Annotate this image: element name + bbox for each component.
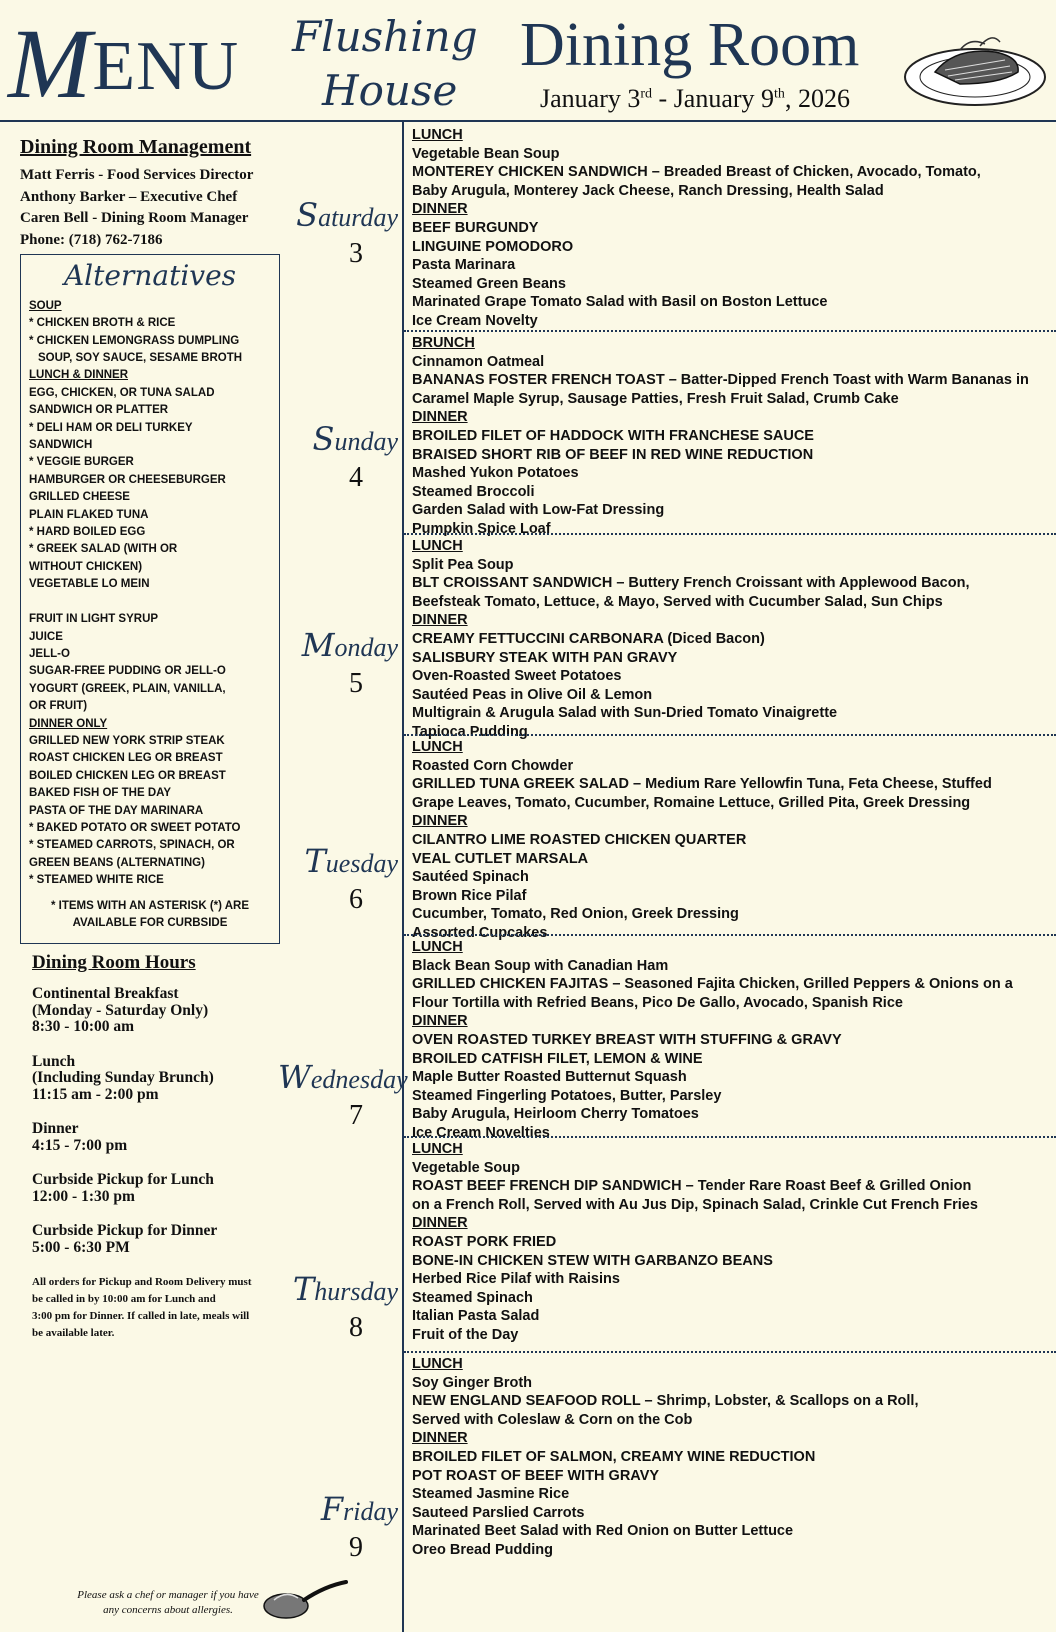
day-number: 5 <box>349 668 363 699</box>
menu-item: BLT CROISSANT SANDWICH – Buttery French Croissant with Applewood Bacon, <box>412 575 970 592</box>
hours-block: Continental Breakfast (Monday - Saturday Only) 8:30 - 10:00 am <box>32 985 209 1035</box>
day-number: 4 <box>349 462 363 493</box>
hours-title: Dining Room Hours <box>32 952 196 973</box>
meal-heading: DINNER <box>412 813 468 830</box>
alt-item: EGG, CHICKEN, OR TUNA SALAD <box>29 386 215 399</box>
menu-item: Ice Cream Novelty <box>412 312 538 329</box>
alt-item: JELL-O <box>29 647 70 660</box>
day-name: Saturday <box>296 196 398 234</box>
meal-heading: LUNCH <box>412 1141 463 1157</box>
day-number: 9 <box>349 1532 363 1563</box>
menu-item: Grape Leaves, Tomato, Cucumber, Romaine Lettuce, Grilled Pita, Greek Dressing <box>412 794 971 811</box>
alt-heading: LUNCH & DINNER <box>29 369 129 382</box>
menu-item: BROILED FILET OF HADDOCK WITH FRANCHESE SAUCE <box>412 427 814 444</box>
order-note: All orders for Pickup and Room Delivery must be called in by 10:00 am for Lunch and 3:00 pm for Dinner. If called in late, meals will be available later. <box>32 1276 252 1339</box>
alt-item: GREEN BEANS (ALTERNATING) <box>29 856 205 869</box>
day-number: 7 <box>349 1100 363 1131</box>
menu-item: Garden Salad with Low-Fat Dressing <box>412 502 665 519</box>
day-name: Monday <box>301 626 398 664</box>
menu-item: Multigrain & Arugula Salad with Sun-Dried Tomato Vinaigrette <box>412 705 838 722</box>
menu-item: MONTEREY CHICKEN SANDWICH – Breaded Breast of Chicken, Avocado, Tomato, <box>412 164 981 181</box>
menu-item: Mashed Yukon Potatoes <box>412 465 579 482</box>
menu-item: Black Bean Soup with Canadian Ham <box>412 957 669 974</box>
curbside-note <box>29 898 271 932</box>
page-header <box>0 0 1056 122</box>
menu-item: POT ROAST OF BEEF WITH GRAVY <box>412 1467 660 1484</box>
alternatives-title: Alternatives <box>63 259 237 292</box>
menu-item: Caramel Maple Syrup, Sausage Patties, Fresh Fruit Salad, Crumb Cake <box>412 390 899 407</box>
menu-item: Brown Rice Pilaf <box>412 887 527 904</box>
allergy-note: Please ask a chef or manager if you have any concerns about allergies. <box>77 1589 259 1616</box>
menu-item: BONE-IN CHICKEN STEW WITH GARBANZO BEANS <box>412 1252 773 1269</box>
menu-item: Baby Arugula, Monterey Jack Cheese, Ranch Dressing, Health Salad <box>412 182 884 199</box>
hours-block: Dinner 4:15 - 7:00 pm <box>32 1120 128 1154</box>
hours-block: Curbside Pickup for Lunch 12:00 - 1:30 pm <box>32 1171 214 1205</box>
alt-item: * DELI HAM OR DELI TURKEY <box>29 421 193 434</box>
day-menu <box>412 738 1052 943</box>
menu-item: Roasted Corn Chowder <box>412 757 574 774</box>
management-section <box>20 136 300 251</box>
alt-item: SANDWICH OR PLATTER <box>29 404 169 417</box>
menu-item: Vegetable Soup <box>412 1159 520 1176</box>
management-title: Dining Room Management <box>20 136 252 158</box>
day-name: Wednesday <box>278 1058 408 1096</box>
meal-heading: DINNER <box>412 201 468 218</box>
alt-item: * STEAMED CARROTS, SPINACH, OR <box>29 839 235 852</box>
menu-item: CREAMY FETTUCCINI CARBONARA (Diced Bacon) <box>412 630 765 647</box>
day-separator <box>404 330 1056 332</box>
menu-item: Sautéed Peas in Olive Oil & Lemon <box>412 686 653 703</box>
meal-heading: DINNER <box>412 1215 468 1232</box>
alt-item: GRILLED NEW YORK STRIP STEAK <box>29 734 225 747</box>
hours-block: Curbside Pickup for Dinner 5:00 - 6:30 PM <box>32 1222 218 1256</box>
alt-heading: DINNER ONLY <box>29 717 108 730</box>
management-line: Anthony Barker – Executive Chef <box>20 188 238 205</box>
alt-item: PASTA OF THE DAY MARINARA <box>29 804 204 817</box>
menu-item: Italian Pasta Salad <box>412 1308 540 1325</box>
alt-item: * CHICKEN LEMONGRASS DUMPLING <box>29 334 240 347</box>
day-name: Sunday <box>312 420 398 458</box>
alt-item: * HARD BOILED EGG <box>29 526 146 539</box>
menu-item: Ice Cream Novelties <box>412 1124 550 1141</box>
menu-item: Steamed Broccoli <box>412 483 535 500</box>
alt-item: * BAKED POTATO OR SWEET POTATO <box>29 821 241 834</box>
day-label <box>278 626 398 700</box>
menu-item: Flour Tortilla with Refried Beans, Pico De Gallo, Avocado, Spanish Rice <box>412 994 903 1011</box>
spoon-illustration-icon <box>260 1576 350 1624</box>
alt-item: GRILLED CHEESE <box>29 491 130 504</box>
menu-item: Pumpkin Spice Loaf <box>412 520 551 537</box>
menu-item: NEW ENGLAND SEAFOOD ROLL – Shrimp, Lobster, & Scallops on a Roll, <box>412 1393 919 1410</box>
menu-item: GRILLED TUNA GREEK SALAD – Medium Rare Yellowfin Tuna, Feta Cheese, Stuffed <box>412 776 992 793</box>
menu-item: Soy Ginger Broth <box>412 1374 533 1391</box>
day-menu <box>412 938 1052 1143</box>
alt-item: * CHICKEN BROTH & RICE <box>29 317 176 330</box>
day-label <box>278 420 398 494</box>
menu-item: Steamed Green Beans <box>412 275 566 292</box>
phone-number: Phone: (718) 762-7186 <box>20 231 163 248</box>
alt-item: HAMBURGER OR CHEESEBURGER <box>29 473 226 486</box>
alt-item: SOUP, SOY SAUCE, SESAME BROTH <box>38 352 243 365</box>
meal-heading: DINNER <box>412 1013 468 1030</box>
alt-item: * VEGGIE BURGER <box>29 456 134 469</box>
day-number: 6 <box>349 884 363 915</box>
day-number: 8 <box>349 1312 363 1343</box>
menu-title-initial: M <box>8 8 93 119</box>
menu-item: OVEN ROASTED TURKEY BREAST WITH STUFFING & GRAVY <box>412 1031 842 1048</box>
menu-item: on a French Roll, Served with Au Jus Dip, Spinach Salad, Crinkle Cut French Fries <box>412 1196 978 1213</box>
day-label <box>278 1270 398 1344</box>
house-title: House <box>322 66 458 115</box>
menu-title-rest: ENU <box>92 28 240 105</box>
menu-item: Split Pea Soup <box>412 556 514 573</box>
day-label <box>278 1490 398 1564</box>
alt-item: PLAIN FLAKED TUNA <box>29 508 149 521</box>
menu-item: Steamed Jasmine Rice <box>412 1486 570 1503</box>
menu-item: Marinated Beet Salad with Red Onion on Butter Lettuce <box>412 1523 794 1540</box>
menu-item: Sautéed Spinach <box>412 869 529 886</box>
menu-item: BROILED FILET OF SALMON, CREAMY WINE REDUCTION <box>412 1448 816 1465</box>
day-menu <box>412 126 1052 331</box>
meal-heading: LUNCH <box>412 538 463 554</box>
alt-item: OR FRUIT) <box>29 700 88 713</box>
menu-item: Herbed Rice Pilaf with Raisins <box>412 1271 620 1288</box>
alt-item: VEGETABLE LO MEIN <box>29 578 150 591</box>
hours-block: Lunch (Including Sunday Brunch) 11:15 am - 2:00 pm <box>32 1052 214 1103</box>
day-label <box>278 1058 408 1132</box>
alt-item: BOILED CHICKEN LEG OR BREAST <box>29 769 226 782</box>
management-line: Caren Bell - Dining Room Manager <box>20 210 249 226</box>
meal-heading: BRUNCH <box>412 335 475 351</box>
menu-item: Assorted Cupcakes <box>412 924 548 941</box>
menu-item: CILANTRO LIME ROASTED CHICKEN QUARTER <box>412 831 747 848</box>
menu-item: Tapioca Pudding <box>412 723 528 740</box>
day-label <box>278 842 398 916</box>
menu-item: VEAL CUTLET MARSALA <box>412 850 589 867</box>
alt-item: ROAST CHICKEN LEG OR BREAST <box>29 752 223 765</box>
day-menu <box>412 334 1052 539</box>
menu-item: Beefsteak Tomato, Lettuce, & Mayo, Served with Cucumber Salad, Sun Chips <box>412 593 943 610</box>
day-name: Thursday <box>292 1270 398 1308</box>
day-separator <box>404 1136 1056 1138</box>
menu-item: Steamed Spinach <box>412 1289 533 1306</box>
dining-hours-section <box>32 952 292 1342</box>
menu-item: Oreo Bread Pudding <box>412 1541 553 1558</box>
menu-item: SALISBURY STEAK WITH PAN GRAVY <box>412 649 678 666</box>
meal-heading: DINNER <box>412 612 468 629</box>
menu-item: GRILLED CHICKEN FAJITAS – Seasoned Fajita Chicken, Grilled Peppers & Onions on a <box>412 976 1013 993</box>
meal-heading: DINNER <box>412 1430 468 1447</box>
menu-title <box>8 8 240 119</box>
alt-heading: SOUP <box>29 299 62 312</box>
menu-item: Baby Arugula, Heirloom Cherry Tomatoes <box>412 1106 699 1123</box>
menu-item: Marinated Grape Tomato Salad with Basil on Boston Lettuce <box>412 294 828 311</box>
menu-item: Maple Butter Roasted Butternut Squash <box>412 1069 687 1086</box>
day-menu <box>412 537 1052 742</box>
alt-item: SANDWICH <box>29 439 93 452</box>
alternatives-box <box>20 254 280 944</box>
day-separator <box>404 734 1056 736</box>
menu-item: LINGUINE POMODORO <box>412 238 574 255</box>
alt-item: FRUIT IN LIGHT SYRUP <box>29 613 159 626</box>
menu-item: Oven-Roasted Sweet Potatoes <box>412 668 622 685</box>
menu-item: ROAST PORK FRIED <box>412 1233 557 1250</box>
meal-heading: LUNCH <box>412 939 463 955</box>
menu-item: Steamed Fingerling Potatoes, Butter, Parsley <box>412 1087 722 1104</box>
menu-item: ROAST BEEF FRENCH DIP SANDWICH – Tender Rare Roast Beef & Grilled Onion <box>412 1178 972 1195</box>
alt-item: WITHOUT CHICKEN) <box>29 560 143 573</box>
menu-item: BANANAS FOSTER FRENCH TOAST – Batter-Dipped French Toast with Warm Bananas in <box>412 372 1029 389</box>
menu-item: Served with Coleslaw & Corn on the Cob <box>412 1411 693 1428</box>
meal-heading: LUNCH <box>412 739 463 755</box>
alt-item: * STEAMED WHITE RICE <box>29 874 164 887</box>
day-separator <box>404 533 1056 535</box>
menu-item: BEEF BURGUNDY <box>412 219 539 236</box>
day-menu <box>412 1140 1052 1345</box>
alt-item: BAKED FISH OF THE DAY <box>29 787 172 800</box>
alt-spacer <box>29 594 271 611</box>
menu-item: Cucumber, Tomato, Red Onion, Greek Dressing <box>412 906 739 923</box>
day-name: Friday <box>320 1490 398 1528</box>
meal-heading: DINNER <box>412 409 468 426</box>
column-divider <box>402 120 404 1632</box>
curbside-note-line: AVAILABLE FOR CURBSIDE <box>72 916 228 929</box>
day-number: 3 <box>349 238 363 269</box>
alt-item: * GREEK SALAD (WITH OR <box>29 543 178 556</box>
alt-item: SUGAR-FREE PUDDING OR JELL-O <box>29 665 226 678</box>
day-separator <box>404 934 1056 936</box>
menu-item: Vegetable Bean Soup <box>412 145 560 162</box>
day-menu <box>412 1355 1052 1560</box>
menu-item: Cinnamon Oatmeal <box>412 353 545 370</box>
curbside-note-line: * ITEMS WITH AN ASTERISK (*) ARE <box>50 899 250 912</box>
alt-item: YOGURT (GREEK, PLAIN, VANILLA, <box>29 682 226 695</box>
menu-item: Fruit of the Day <box>412 1326 519 1343</box>
date-range: January 3rd - January 9th, 2026 <box>540 84 850 113</box>
day-label <box>278 196 398 270</box>
meal-heading: LUNCH <box>412 127 463 143</box>
menu-item: Pasta Marinara <box>412 257 516 274</box>
menu-item: Sauteed Parslied Carrots <box>412 1504 585 1521</box>
alt-item: JUICE <box>29 630 63 643</box>
menu-item: BROILED CATFISH FILET, LEMON & WINE <box>412 1050 703 1067</box>
meal-heading: LUNCH <box>412 1356 463 1372</box>
menu-item: BRAISED SHORT RIB OF BEEF IN RED WINE REDUCTION <box>412 446 814 463</box>
day-separator <box>404 1351 1056 1353</box>
plate-illustration-icon <box>900 22 1050 112</box>
dining-room-title: Dining Room <box>520 11 860 79</box>
day-name: Tuesday <box>304 842 398 880</box>
flushing-title: Flushing <box>292 12 478 61</box>
management-line: Matt Ferris - Food Services Director <box>20 167 254 183</box>
